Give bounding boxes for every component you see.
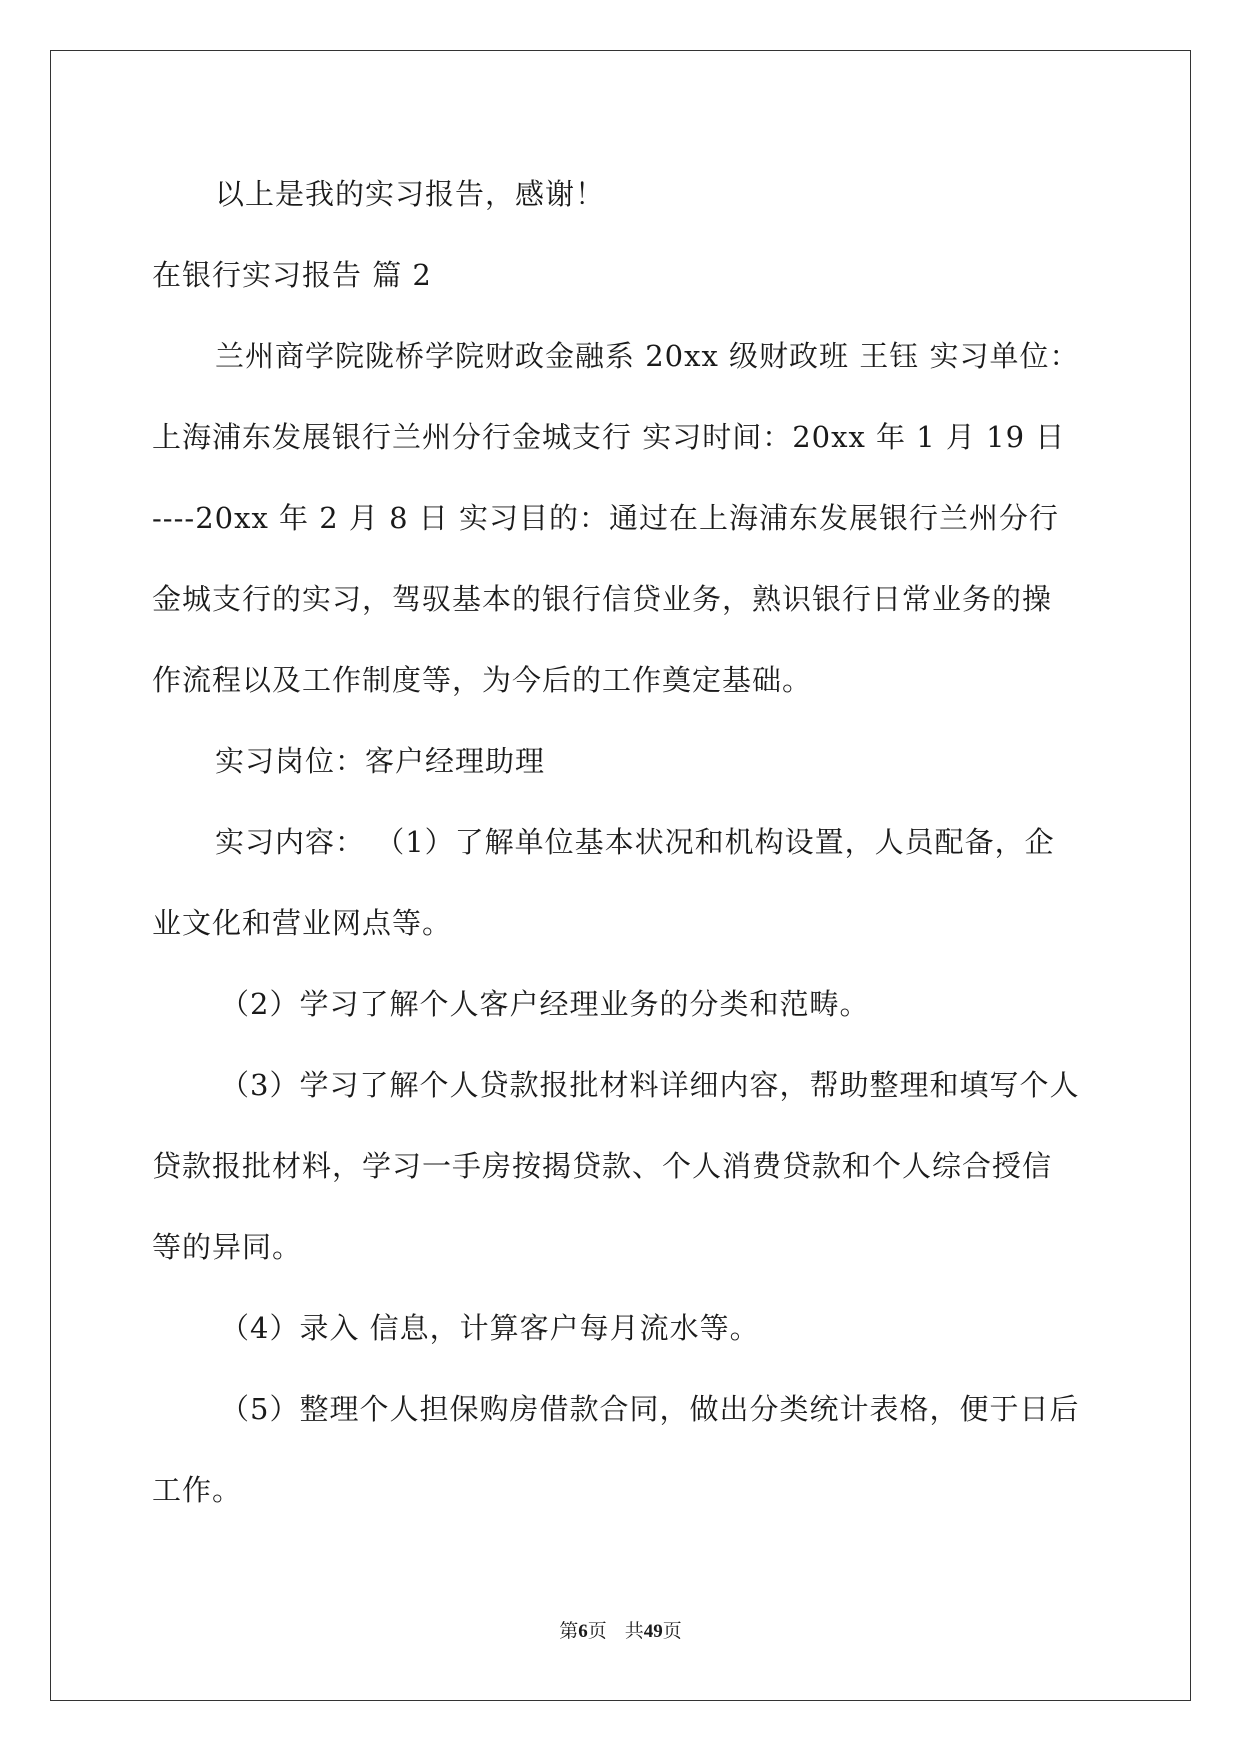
- paragraph-line: 实习岗位：客户经理助理: [215, 744, 546, 778]
- paragraph-line: 金城支行的实习，驾驭基本的银行信贷业务，熟识银行日常业务的操: [152, 582, 1053, 616]
- paragraph-line: （2）学习了解个人客户经理业务的分类和范畴。: [220, 987, 870, 1021]
- paragraph-line: 上海浦东发展银行兰州分行金城支行 实习时间：20xx 年 1 月 19 日: [152, 420, 1066, 454]
- paragraph-line: 作流程以及工作制度等，为今后的工作奠定基础。: [152, 663, 813, 697]
- paragraph-line: （5）整理个人担保购房借款合同，做出分类统计表格，便于日后: [220, 1392, 1080, 1426]
- paragraph-line: （3）学习了解个人贷款报批材料详细内容，帮助整理和填写个人: [220, 1068, 1080, 1102]
- current-page-number: 6: [578, 1621, 588, 1642]
- paragraph-line: 兰州商学院陇桥学院财政金融系 20xx 级财政班 王钰 实习单位：: [215, 339, 1080, 373]
- paragraph-line: 工作。: [152, 1473, 243, 1507]
- footer-page-word: 页: [587, 1621, 607, 1642]
- footer-prefix: 第: [559, 1621, 579, 1642]
- paragraph-line: 实习内容： （1）了解单位基本状况和机构设置，人员配备，企: [215, 825, 1055, 859]
- paragraph-line: 业文化和营业网点等。: [152, 906, 453, 940]
- total-page-count: 49: [643, 1621, 663, 1642]
- paragraph-line: ----20xx 年 2 月 8 日 实习目的：通过在上海浦东发展银行兰州分行: [152, 501, 1060, 535]
- footer-total-prefix: 共: [624, 1621, 644, 1642]
- page-footer: [0, 1620, 1241, 1644]
- paragraph-line: 等的异同。: [152, 1230, 303, 1264]
- page-border: [50, 50, 1191, 1701]
- section-heading: 在银行实习报告 篇 2: [152, 258, 432, 292]
- paragraph-line: （4）录入 信息，计算客户每月流水等。: [220, 1311, 760, 1345]
- paragraph-line: 贷款报批材料，学习一手房按揭贷款、个人消费贷款和个人综合授信: [152, 1149, 1053, 1183]
- footer-total-suffix: 页: [662, 1621, 682, 1642]
- paragraph-line: 以上是我的实习报告，感谢！: [215, 177, 606, 211]
